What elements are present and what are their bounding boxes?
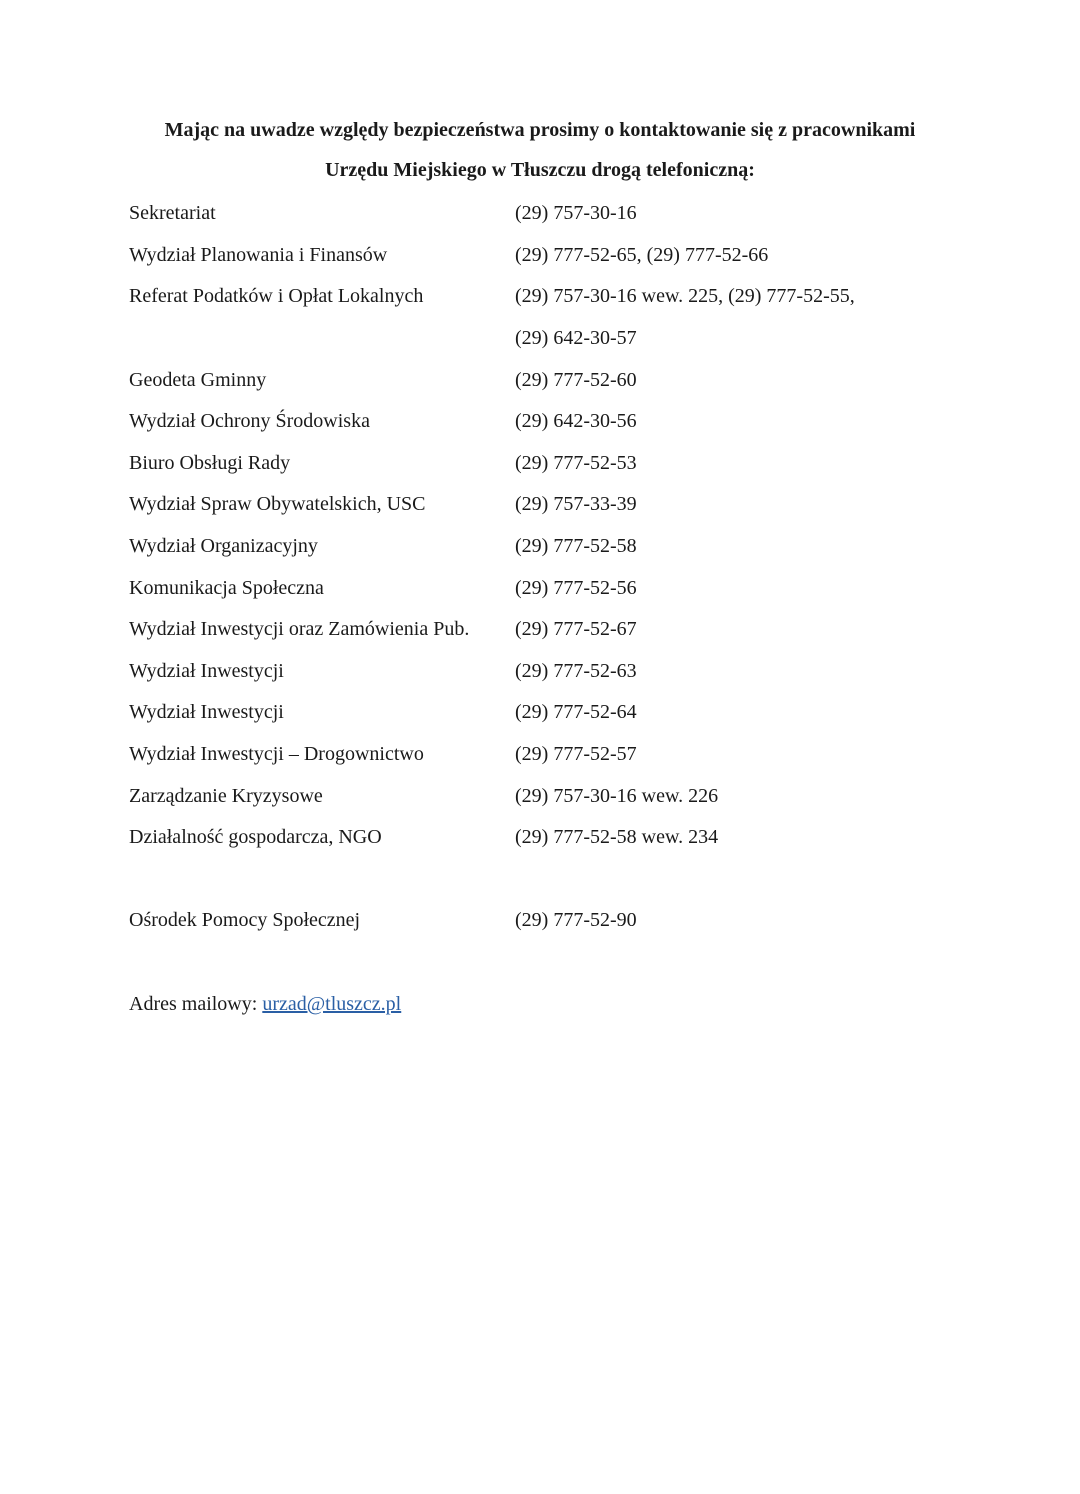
phone-number: (29) 777-52-64 (515, 701, 637, 724)
phone-number: (29) 777-52-90 (515, 909, 637, 932)
department-name: Ośrodek Pomocy Społecznej (129, 909, 361, 932)
contact-row (129, 235, 1029, 277)
phone-number: (29) 777-52-58 (515, 535, 637, 558)
section-spacer (129, 859, 1029, 901)
department-name: Komunikacja Społeczna (129, 576, 324, 599)
phone-number: (29) 757-30-16 wew. 225, (29) 777-52-55, (515, 285, 855, 308)
social-center-row (129, 900, 1029, 942)
contact-row (129, 193, 1029, 235)
contact-row (129, 484, 1029, 526)
department-name: Referat Podatków i Opłat Lokalnych (129, 285, 424, 308)
phone-number: (29) 777-52-60 (515, 368, 637, 391)
heading-line-2: Urzędu Miejskiego w Tłuszczu drogą telefoniczną: (325, 159, 755, 181)
contact-row (129, 401, 1029, 443)
department-name: Wydział Planowania i Finansów (129, 243, 388, 266)
phone-number: (29) 777-52-65, (29) 777-52-66 (515, 243, 769, 266)
phone-number: (29) 757-30-16 wew. 226 (515, 784, 719, 807)
email-link[interactable]: urzad@tluszcz.pl (262, 993, 402, 1015)
department-name: Sekretariat (129, 202, 216, 225)
department-name: Wydział Organizacyjny (129, 535, 318, 558)
phone-number: (29) 777-52-63 (515, 659, 637, 682)
heading-line-1: Mając na uwadze względy bezpieczeństwa prosimy o kontaktowanie się z pracownikami (164, 119, 916, 141)
department-name: Wydział Ochrony Środowiska (129, 410, 370, 433)
email-label: Adres mailowy: (129, 993, 263, 1015)
contact-row (129, 734, 1029, 776)
phone-number: (29) 777-52-58 wew. 234 (515, 826, 719, 849)
department-name: Biuro Obsługi Rady (129, 451, 291, 474)
phone-number: (29) 642-30-57 (515, 327, 637, 350)
contact-row (129, 651, 1029, 693)
department-name: Działalność gospodarcza, NGO (129, 826, 382, 849)
department-name: Wydział Inwestycji (129, 659, 284, 682)
contact-row-continuation (129, 318, 1029, 360)
contact-row (129, 692, 1029, 734)
department-name: Zarządzanie Kryzysowe (129, 784, 323, 807)
phone-number: (29) 757-30-16 (515, 202, 637, 225)
phone-number: (29) 777-52-67 (515, 618, 637, 641)
contact-row (129, 775, 1029, 817)
contact-row (129, 359, 1029, 401)
department-name: Wydział Inwestycji – Drogownictwo (129, 743, 424, 766)
department-name: Wydział Inwestycji oraz Zamówienia Pub. (129, 618, 470, 641)
phone-number: (29) 777-52-53 (515, 451, 637, 474)
contact-list (129, 193, 1029, 942)
department-name: Wydział Spraw Obywatelskich, USC (129, 493, 426, 516)
contact-row (129, 443, 1029, 485)
contact-row (129, 526, 1029, 568)
email-line (129, 984, 401, 1024)
document-heading (0, 110, 1080, 190)
phone-number: (29) 642-30-56 (515, 410, 637, 433)
phone-number: (29) 757-33-39 (515, 493, 637, 516)
contact-row (129, 567, 1029, 609)
phone-number: (29) 777-52-56 (515, 576, 637, 599)
contact-row (129, 817, 1029, 859)
department-name: Wydział Inwestycji (129, 701, 284, 724)
department-name: Geodeta Gminny (129, 368, 267, 391)
contact-row (129, 276, 1029, 318)
phone-number: (29) 777-52-57 (515, 743, 637, 766)
contact-row (129, 609, 1029, 651)
